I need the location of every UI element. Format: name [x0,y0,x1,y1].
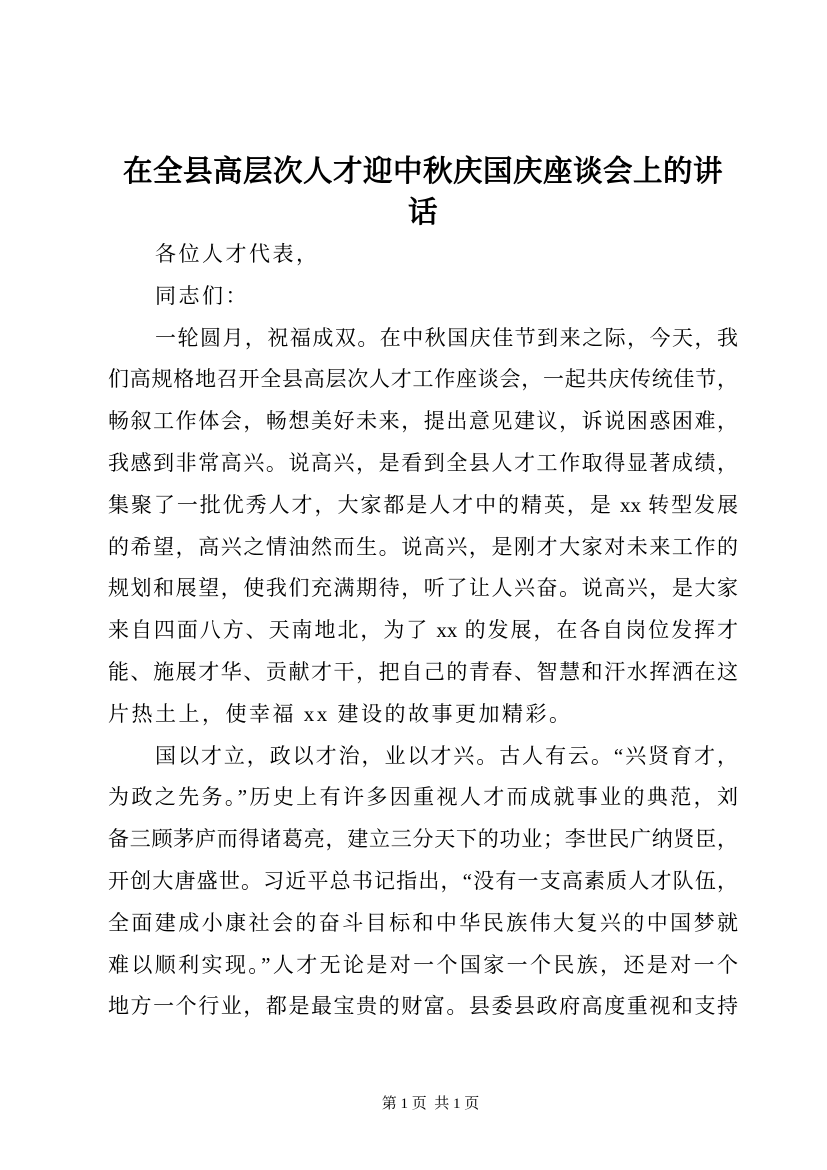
text-line: 规划和展望，使我们充满期待，听了让人兴奋。说高兴，是大家 [108,576,738,601]
text-line: 片热土上，使幸福 xx 建设的故事更加精彩。 [108,701,573,726]
document-title [108,152,738,234]
text-line: 同志们： [155,283,249,308]
text-line: 的希望，高兴之情油然而生。说高兴，是刚才大家对未来工作的 [108,534,738,559]
text-line: 集聚了一批优秀人才，大家都是人才中的精英，是 xx 转型发展 [108,492,738,517]
text-line: 来自四面八方、天南地北，为了 xx 的发展，在各自岗位发挥才 [108,618,738,643]
text-line: 畅叙工作体会，畅想美好未来，提出意见建议，诉说困惑困难， [108,409,738,434]
title-line-1: 在全县高层次人才迎中秋庆国庆座谈会上的讲 [122,156,723,188]
text-line: 开创大唐盛世。习近平总书记指出，“没有一支高素质人才队伍， [108,868,738,893]
document-body [108,234,738,1028]
text-line: 各位人才代表， [155,242,320,266]
title-line-2: 话 [407,197,438,229]
text-line: 地方一个行业，都是最宝贵的财富。县委县政府高度重视和支持 [108,994,738,1019]
text-line: 们高规格地召开全县高层次人才工作座谈会，一起共庆传统佳节， [108,367,738,392]
text-line: 难以顺利实现。”人才无论是对一个国家一个民族，还是对一个 [108,952,738,977]
text-line: 我感到非常高兴。说高兴，是看到全县人才工作取得显著成绩， [108,450,738,475]
text-line: 能、施展才华、贡献才干，把自己的青春、智慧和汗水挥洒在这 [108,659,738,684]
text-line: 为政之先务。”历史上有许多因重视人才而成就事业的典范，刘 [108,785,738,810]
text-line: 国以才立，政以才治，业以才兴。古人有云。“兴贤育才， [155,743,738,768]
text-line: 一轮圆月，祝福成双。在中秋国庆佳节到来之际，今天，我 [155,325,738,350]
page-footer [108,1076,738,1133]
text-line: 全面建成小康社会的奋斗目标和中华民族伟大复兴的中国梦就 [108,910,738,935]
text-line: 备三顾茅庐而得诸葛亮，建立三分天下的功业；李世民广纳贤臣， [108,827,738,852]
page-number-indicator: 第 1 页 共 1 页 [381,1096,480,1112]
